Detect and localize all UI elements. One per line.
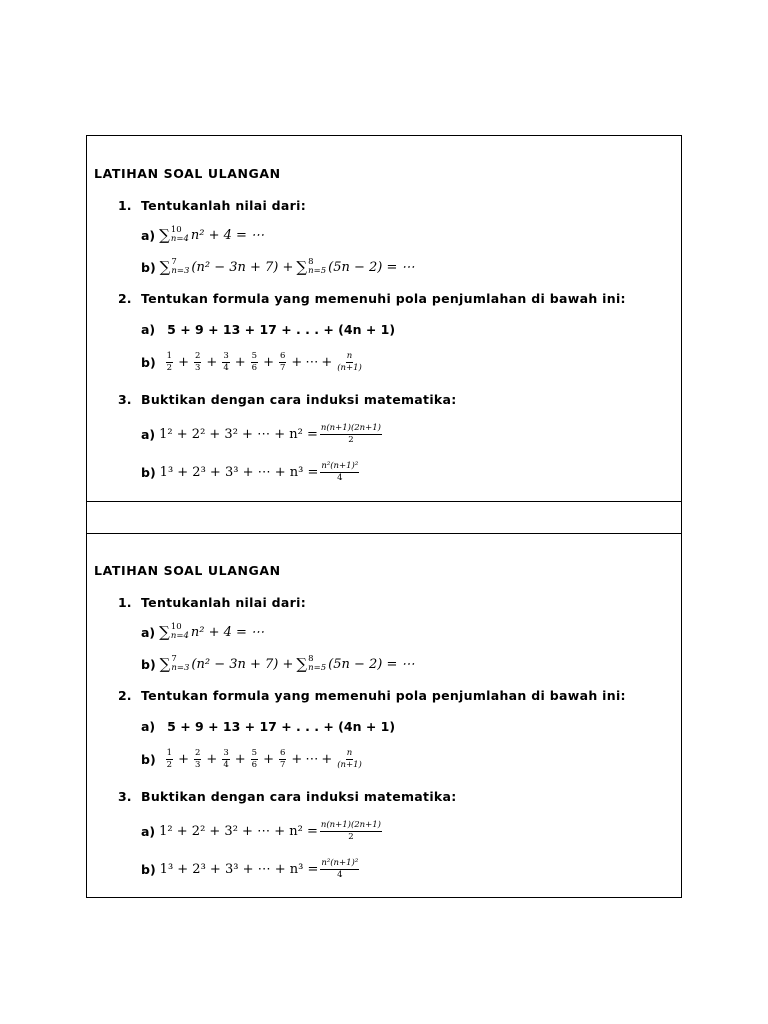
question-number: 3. (118, 392, 132, 407)
sigma-sum: ∑ 7 n=3 (159, 654, 190, 673)
fraction: $\frac{\text{n²(n+1)²}}{4}$ (321, 461, 359, 483)
question-1b (141, 655, 415, 673)
exercise-block-2 (87, 533, 681, 899)
question-3 (118, 392, 457, 407)
question-number: 2. (118, 291, 132, 306)
question-number: 1. (118, 198, 132, 213)
question-2a (141, 322, 395, 337)
math-expression: (5n − 2) = ⋯ (328, 656, 415, 672)
fraction: $\frac{2}{3}$ (195, 351, 201, 373)
item-label: a) (141, 427, 156, 442)
fraction: $\frac{6}{7}$ (279, 748, 286, 770)
question-number: 2. (118, 688, 132, 703)
ellipsis: ⋯ (305, 355, 319, 370)
question-2b: b) $\frac{1}{2}$ + $\frac{2}{3}$ + $\frac{3}{4}$ + $\frac{5}{6}$ + $\frac{6}{7}$ + ⋯ + $\frac{n}{(n+1)}$ (141, 351, 362, 373)
sigma-sum: ∑ 10 n=4 (159, 622, 189, 641)
fraction: $\frac{1}{2}$ (166, 748, 173, 770)
math-expression: n² + 4 = ⋯ (190, 227, 265, 243)
item-label: b) (141, 259, 156, 275)
sigma-sum: ∑ 7 n=3 (159, 257, 190, 276)
question-number: 3. (118, 789, 132, 804)
math-expression: (n² − 3n + 7) + (191, 656, 294, 672)
fraction: $\frac{n}{(n+1)}$ (337, 748, 362, 770)
fraction: $\frac{3}{4}$ (223, 748, 229, 770)
item-label: a) (141, 624, 156, 640)
question-1a (141, 623, 264, 641)
item-label: a) (141, 227, 156, 243)
question-2b: b) $\frac{1}{2}$ + $\frac{2}{3}$ + $\frac{3}{4}$ + $\frac{5}{6}$ + $\frac{6}{7}$ + ⋯ + $\frac{n}{(n+1)}$ (141, 748, 362, 770)
question-1 (118, 595, 306, 610)
question-1a (141, 226, 264, 244)
item-label: b) (141, 355, 156, 370)
worksheet-frame (86, 135, 682, 898)
question-2 (118, 291, 626, 306)
question-2a (141, 719, 395, 734)
sigma-sum: ∑ 8 n=5 (296, 257, 327, 276)
item-label: b) (141, 465, 156, 480)
item-label: a) (141, 824, 156, 839)
question-2 (118, 688, 626, 703)
question-1b (141, 258, 415, 276)
math-expression: (5n − 2) = ⋯ (328, 259, 415, 275)
question-3 (118, 789, 457, 804)
math-expression: 1² + 2² + 3² + ⋯ + n² = (159, 427, 318, 442)
sequence-expression: 5 + 9 + 13 + 17 + . . . + (4n + 1) (167, 322, 396, 337)
item-label: b) (141, 752, 156, 767)
fraction: $\frac{n(n+1)(2n+1)}{2}$ (320, 820, 381, 842)
question-text: Tentukanlah nilai dari: (141, 198, 307, 213)
math-expression: 1³ + 2³ + 3³ + ⋯ + n³ = (159, 465, 319, 480)
exercise-title: LATIHAN SOAL ULANGAN (94, 166, 281, 181)
ellipsis: ⋯ (305, 752, 319, 767)
math-expression: 1³ + 2³ + 3³ + ⋯ + n³ = (159, 862, 319, 877)
question-3a (141, 424, 384, 445)
fraction: $\frac{\text{n²(n+1)²}}{4}$ (321, 858, 359, 880)
question-number: 1. (118, 595, 132, 610)
math-expression: n² + 4 = ⋯ (190, 624, 265, 640)
question-3b (141, 462, 361, 483)
fraction: $\frac{6}{7}$ (279, 351, 286, 373)
question-text: Tentukanlah nilai dari: (141, 595, 307, 610)
fraction: $\frac{5}{6}$ (251, 351, 258, 373)
fraction: $\frac{2}{3}$ (195, 748, 201, 770)
question-text: Tentukan formula yang memenuhi pola penjumlahan di bawah ini: (141, 688, 626, 703)
sequence-expression: 5 + 9 + 13 + 17 + . . . + (4n + 1) (167, 719, 396, 734)
question-text: Tentukan formula yang memenuhi pola penjumlahan di bawah ini: (141, 291, 626, 306)
question-1 (118, 198, 306, 213)
fraction: $\frac{n(n+1)(2n+1)}{2}$ (320, 423, 381, 445)
fraction: $\frac{n}{(n+1)}$ (337, 351, 362, 373)
item-label: a) (141, 322, 156, 337)
question-3a (141, 821, 384, 842)
exercise-block-1 (87, 136, 681, 502)
item-label: b) (141, 862, 156, 877)
exercise-title: LATIHAN SOAL ULANGAN (94, 563, 281, 578)
fraction: $\frac{1}{2}$ (166, 351, 173, 373)
fraction: $\frac{3}{4}$ (223, 351, 229, 373)
question-text: Buktikan dengan cara induksi matematika: (141, 392, 457, 407)
sigma-sum: ∑ 8 n=5 (296, 654, 327, 673)
fraction: $\frac{5}{6}$ (251, 748, 258, 770)
sigma-sum: ∑ 10 n=4 (159, 225, 189, 244)
item-label: b) (141, 656, 156, 672)
question-3b (141, 859, 361, 880)
math-expression: (n² − 3n + 7) + (191, 259, 294, 275)
question-text: Buktikan dengan cara induksi matematika: (141, 789, 457, 804)
item-label: a) (141, 719, 156, 734)
math-expression: 1² + 2² + 3² + ⋯ + n² = (159, 824, 318, 839)
